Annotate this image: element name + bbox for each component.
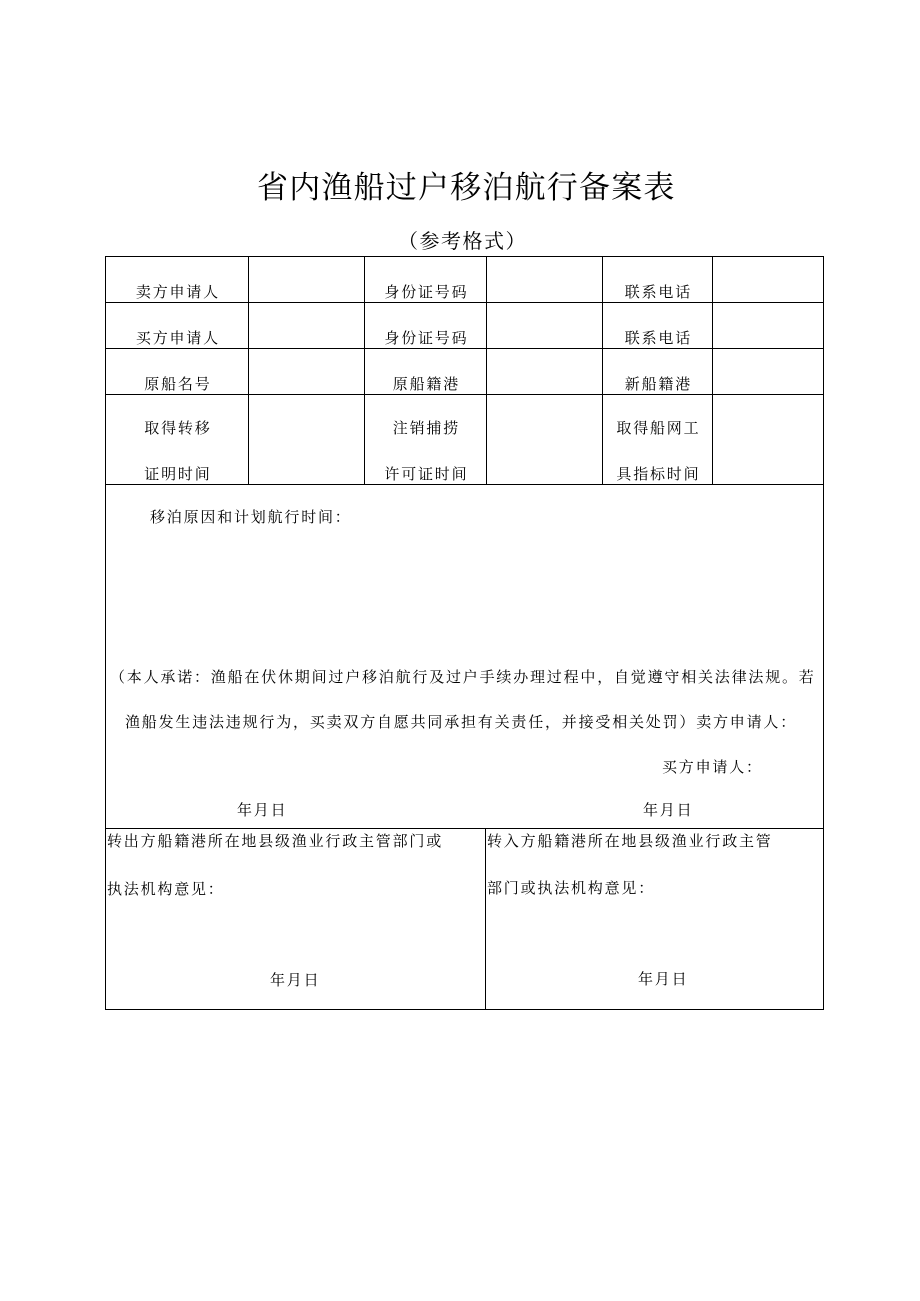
seller-applicant-label: 卖方申请人 xyxy=(105,256,248,302)
form-table-frame xyxy=(105,256,824,1010)
license-cancel-date-label-line2: 许可证时间 xyxy=(384,465,469,483)
incoming-opinion-date-label: 年月日 xyxy=(638,970,689,988)
pledge-text-line1: （本人承诺：渔船在伏休期间过户移泊航行及过户手续办理过程中，自觉遵守相关法律法规。若 xyxy=(110,668,816,686)
original-port-label: 原船籍港 xyxy=(364,348,486,394)
seller-date-label: 年月日 xyxy=(237,801,288,819)
outgoing-opinion-date-label: 年月日 xyxy=(270,971,321,989)
buyer-signature-label: 买方申请人： xyxy=(662,758,763,776)
original-vessel-name-label: 原船名号 xyxy=(105,348,248,394)
buyer-applicant-label: 买方申请人 xyxy=(105,302,248,348)
transfer-cert-date-label-line1: 取得转移 xyxy=(144,419,212,437)
seller-id-number-label: 身份证号码 xyxy=(364,256,486,302)
outgoing-opinion-label-line2: 执法机构意见： xyxy=(107,880,225,898)
incoming-opinion-label-line2: 部门或执法机构意见： xyxy=(487,879,656,897)
relocation-reason-label: 移泊原因和计划航行时间： xyxy=(150,508,352,526)
buyer-date-label: 年月日 xyxy=(643,801,694,819)
net-gear-quota-date-label-line1: 取得船网工 xyxy=(616,419,701,437)
net-gear-quota-date-label-line2: 具指标时间 xyxy=(616,465,701,483)
document-subtitle: （参考格式） xyxy=(398,229,527,253)
incoming-opinion-label-line1: 转入方船籍港所在地县级渔业行政主管 xyxy=(487,832,773,850)
outgoing-opinion-label-line1: 转出方船籍港所在地县级渔业行政主管部门或 xyxy=(107,832,444,850)
seller-phone-label: 联系电话 xyxy=(602,256,712,302)
new-port-label: 新船籍港 xyxy=(602,348,712,394)
transfer-cert-date-label-line2: 证明时间 xyxy=(144,465,212,483)
document-title: 省内渔船过户移泊航行备案表 xyxy=(257,170,676,206)
pledge-text-line2: 渔船发生违法违规行为，买卖双方自愿共同承担有关责任，并接受相关处罚）卖方申请人： xyxy=(125,713,798,731)
license-cancel-date-label-line1: 注销捕捞 xyxy=(392,419,460,437)
buyer-id-number-label: 身份证号码 xyxy=(364,302,486,348)
buyer-phone-label: 联系电话 xyxy=(602,302,712,348)
